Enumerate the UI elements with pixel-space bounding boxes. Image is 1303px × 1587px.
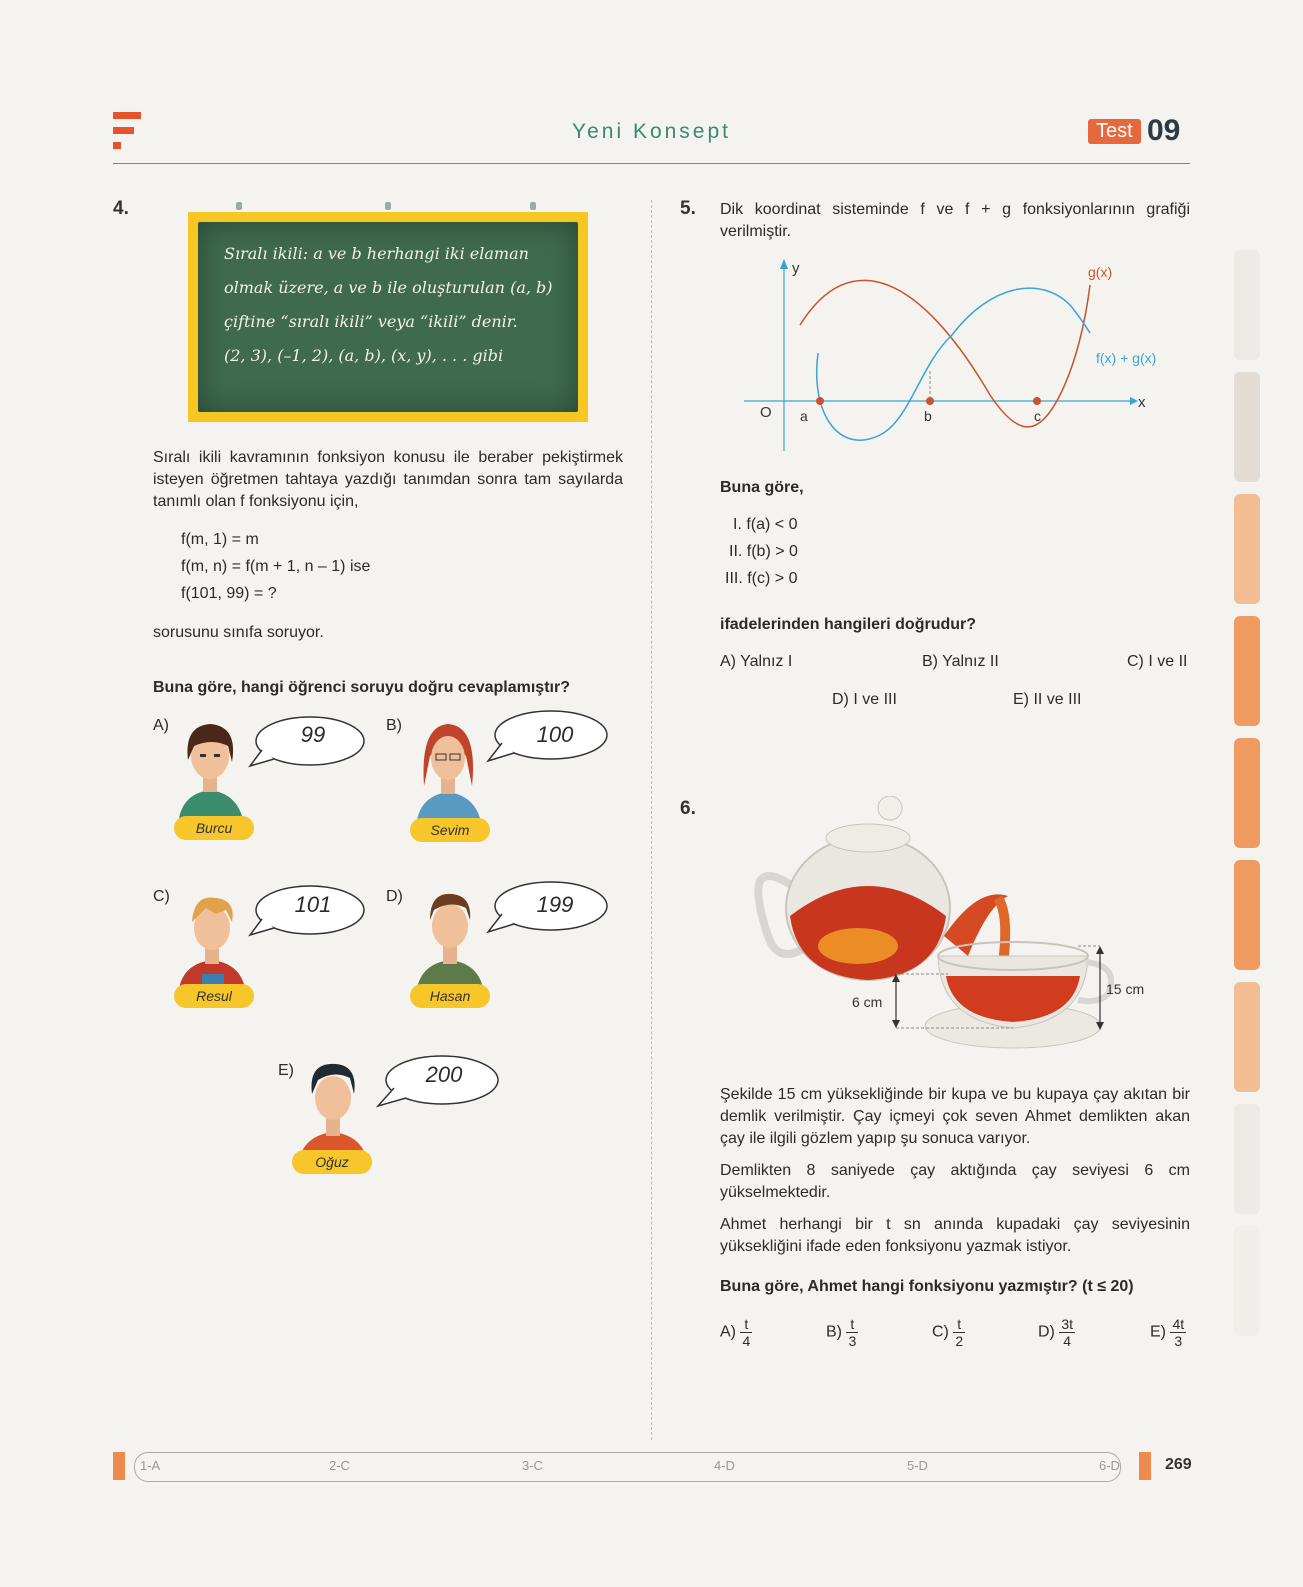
point-a (816, 397, 824, 405)
f-plus-g-curve (817, 288, 1090, 440)
x-axis-label: x (1138, 394, 1146, 411)
answer-key-bar (134, 1452, 1121, 1482)
board-pin (530, 202, 536, 210)
f-plus-g-curve-label: f(x) + g(x) (1096, 350, 1157, 366)
question-5-lead: Buna göre, (720, 479, 804, 496)
side-tab[interactable] (1234, 860, 1260, 970)
answer-letter: A) (720, 1323, 736, 1341)
question-5-prompt: ifadelerinden hangileri doğrudur? (720, 616, 977, 633)
teapot-lid (826, 824, 910, 852)
logo-bar-top (113, 112, 141, 119)
board-line: (2, 3), (–1, 2), (a, b), (x, y), . . . gibi (224, 346, 504, 365)
point-a-label: a (800, 408, 808, 424)
equation-2: f(m, n) = f(m + 1, n – 1) ise (181, 558, 371, 575)
q6-answer-d[interactable] (1038, 1316, 1075, 1349)
teapot-knob (878, 796, 902, 820)
point-c-label: c (1034, 408, 1041, 424)
answer-key-item: 2-C (329, 1458, 350, 1473)
student-name-tag: Oğuz (292, 1150, 372, 1174)
question-5-intro: Dik koordinat sisteminde f ve f + g fonksiyonlarının grafiği verilmiştir. (720, 201, 1190, 240)
statement-i: I. f(a) < 0 (733, 516, 798, 533)
question-6-paragraph-3: Ahmet herhangi bir t sn anında kupadaki çay seviyesinin yüksekliğini ifade eden fonksiyonu yazmak istiyor. (720, 1216, 1190, 1255)
q6-answer-c[interactable] (932, 1316, 965, 1349)
test-number: 09 (1147, 114, 1181, 147)
student-resul-avatar (172, 892, 252, 996)
answer-letter: B) (826, 1323, 842, 1341)
answer-bubble-b: 100 (536, 722, 574, 747)
board-pin (236, 202, 242, 210)
q6-answer-a[interactable] (720, 1316, 752, 1349)
fraction-numerator: t (953, 1316, 965, 1333)
footer-accent-right (1139, 1452, 1151, 1480)
header-divider (113, 163, 1190, 164)
equation-3: f(101, 99) = ? (181, 585, 277, 602)
student-sevim-avatar (410, 716, 486, 828)
g-curve-label: g(x) (1088, 264, 1113, 280)
answer-letter: D) (1038, 1323, 1055, 1341)
teapot-illustration (748, 796, 1148, 1068)
board-pin (385, 202, 391, 210)
fraction-denominator: 4 (1063, 1333, 1072, 1349)
page-number: 269 (1165, 1456, 1192, 1473)
question-4-intro: Sıralı ikili kavramının fonksiyon konusu ile beraber pekiştirmek isteyen öğretmen tahtaya yazdığı tanımdan sonra tam sayılarda tanımlı olan f fonksiyonu için, (153, 449, 623, 510)
answer-bubble-c: 101 (294, 892, 332, 917)
q6-answer-b[interactable] (826, 1316, 858, 1349)
fraction-denominator: 3 (1174, 1333, 1183, 1349)
option-c-letter[interactable]: C) (153, 888, 170, 905)
q6-answer-e[interactable] (1150, 1316, 1186, 1349)
student-name-tag: Sevim (410, 818, 490, 842)
question-5-number: 5. (680, 198, 696, 219)
student-name-tag: Hasan (410, 984, 490, 1008)
side-tab[interactable] (1234, 250, 1260, 360)
question-6-prompt: Buna göre, Ahmet hangi fonksiyonu yazmıştır? (t ≤ 20) (720, 1278, 1134, 1295)
answer-letter: E) (1150, 1323, 1166, 1341)
column-divider (651, 200, 652, 1440)
function-graph (740, 255, 1180, 455)
side-tab[interactable] (1234, 1104, 1260, 1214)
q5-answer-d[interactable]: D) I ve III (832, 691, 897, 708)
equation-1: f(m, 1) = m (181, 531, 259, 548)
fraction-numerator: t (740, 1316, 752, 1333)
board-line: çiftine “sıralı ikili” veya “ikili” denir. (224, 312, 518, 331)
answer-bubble-e: 200 (425, 1062, 463, 1087)
option-d-letter[interactable]: D) (386, 888, 403, 905)
student-name-tag: Resul (174, 984, 254, 1008)
side-tab[interactable] (1234, 494, 1260, 604)
statement-ii: II. f(b) > 0 (729, 543, 798, 560)
student-burcu-avatar (172, 716, 248, 826)
fraction-denominator: 3 (848, 1333, 857, 1349)
answer-key-item: 1-A (140, 1458, 161, 1473)
question-4-tail: sorusunu sınıfa soruyor. (153, 624, 324, 641)
fraction-numerator: 4t (1172, 1316, 1185, 1332)
question-4-number: 4. (113, 198, 129, 219)
side-tab[interactable] (1234, 738, 1260, 848)
fraction-denominator: 2 (955, 1333, 964, 1349)
side-tab[interactable] (1234, 372, 1260, 482)
origin-label: O (760, 404, 772, 421)
answer-key-item: 4-D (714, 1458, 735, 1473)
option-a-letter[interactable]: A) (153, 717, 169, 734)
option-b-letter[interactable]: B) (386, 717, 402, 734)
side-tab[interactable] (1234, 982, 1260, 1092)
footer-accent-left (113, 1452, 125, 1480)
header-title: Yeni Konsept (572, 120, 731, 143)
answer-key-item: 5-D (907, 1458, 928, 1473)
statement-iii: III. f(c) > 0 (725, 570, 798, 587)
test-badge: Test (1088, 119, 1141, 144)
g-curve (800, 280, 1090, 427)
answer-key-item: 6-D (1099, 1458, 1120, 1473)
question-6-paragraph-1: Şekilde 15 cm yüksekliğinde bir kupa ve bu kupaya çay akıtan bir demlik verilmiştir. Çay içmeyi çok seven Ahmet demlikten akan çay ile ilgili gözlem yapıp şu sonuca varıyor. (720, 1086, 1190, 1147)
x-axis-arrow-icon (1130, 397, 1138, 405)
board-line: olmak üzere, a ve b ile oluşturulan (a, b) (224, 278, 553, 297)
answer-bubble-d: 199 (536, 892, 574, 917)
answer-bubble-a: 99 (300, 722, 326, 747)
label-15-cm: 15 cm (1106, 981, 1145, 997)
y-axis-label: y (792, 260, 800, 277)
question-4-prompt: Buna göre, hangi öğrenci soruyu doğru cevaplamıştır? (153, 679, 570, 696)
student-name-tag: Burcu (174, 816, 254, 840)
answer-key-item: 3-C (522, 1458, 543, 1473)
label-6-cm: 6 cm (852, 994, 883, 1010)
option-e-letter[interactable]: E) (278, 1062, 294, 1079)
q5-answer-a[interactable]: A) Yalnız I (720, 653, 793, 670)
q5-answer-e[interactable]: E) II ve III (1013, 691, 1082, 708)
y-axis-arrow-icon (780, 259, 788, 269)
answer-letter: C) (932, 1323, 949, 1341)
board-line: Sıralı ikili: a ve b herhangi iki elaman (224, 244, 529, 263)
question-6-paragraph-2: Demlikten 8 saniyede çay aktığında çay seviyesi 6 cm yükselmektedir. (720, 1162, 1190, 1201)
student-hasan-avatar (410, 886, 490, 996)
q5-answer-b[interactable]: B) Yalnız II (922, 653, 999, 670)
chalkboard (188, 212, 588, 422)
fraction-numerator: t (846, 1316, 858, 1333)
question-6-number: 6. (680, 798, 696, 819)
fraction-numerator: 3t (1061, 1316, 1074, 1332)
fraction-denominator: 4 (742, 1333, 751, 1349)
point-c (1033, 397, 1041, 405)
side-tab[interactable] (1234, 616, 1260, 726)
q5-answer-c[interactable]: C) I ve II (1127, 653, 1188, 670)
point-b-label: b (924, 408, 932, 424)
side-tab[interactable] (1234, 1226, 1260, 1336)
chalkboard-surface (198, 222, 578, 412)
